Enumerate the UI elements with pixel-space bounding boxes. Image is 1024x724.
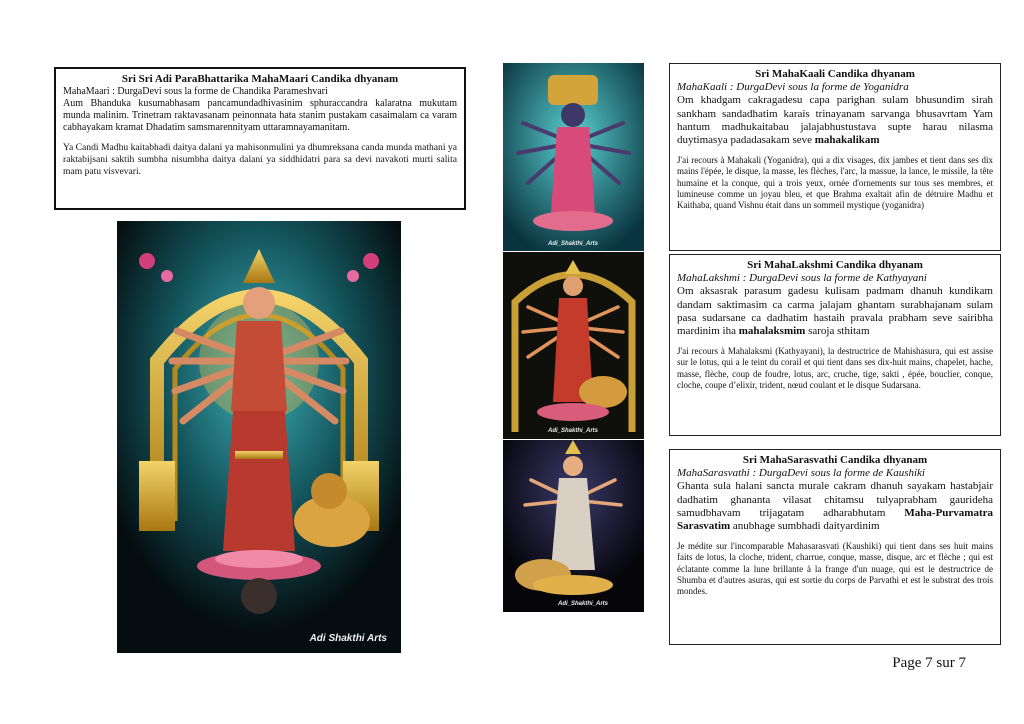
kaali-dhyanam-box — [669, 63, 1001, 251]
mahamaari-image — [117, 221, 401, 653]
sarasvathi-dhyanam-box — [669, 449, 1001, 645]
sarasvathi-subtitle: MahaSarasvathi : DurgaDevi sous la forme de Kaushiki — [677, 467, 925, 480]
maari-mantra: Aum Bhanduka kusumabhasam pancamundadhivasinim sphuraccandra kalaratna mukutam munda malinim. Trinetram raktavasanam peinonnata hata stanim pustakam casaimalam ca varam cabhayakam kramat Dhadatim samsmarennityam uttaramnayamanitam. — [63, 98, 457, 134]
maari-title: Sri Sri Adi ParaBhattarika MahaMaari Candika dhyanam — [121, 73, 399, 85]
lakshmi-subtitle: MahaLakshmi : DurgaDevi sous la forme de Kathyayani — [677, 272, 927, 285]
kaali-mantra: Om khadgam cakragadesu capa parighan sulam bhusundim sirah sankham sandadhatim karais trinayanam sarvanga bhusavrtam Yam hantum madhukaitabau jalajabhustustava supte harau nilasma duytimasya padadasakam seve mahakalikam — [677, 94, 993, 146]
mahakaali-image — [503, 63, 644, 251]
lakshmi-title: Sri MahaLakshmi Candika dhyanam — [747, 259, 923, 271]
mahalakshmi-image — [503, 252, 644, 439]
kaali-title: Sri MahaKaali Candika dhyanam — [755, 68, 915, 80]
mahalakshmi-illustration — [503, 252, 644, 439]
mahamaari-illustration — [117, 221, 401, 653]
main-watermark: Adi Shakthi Arts — [309, 633, 387, 644]
kaali-subtitle: MahaKaali : DurgaDevi sous la forme de Yoganidra — [677, 81, 909, 94]
kaali-mantra-bold: mahakalikam — [814, 133, 880, 146]
maari-dhyanam-box — [54, 67, 466, 210]
kaali-description: J'ai recours à Mahakali (Yoganidra), qui a dix visages, dix jambes et tient dans ses dix mains l'épée, le disque, la masse, les flèches, l'arc, la massue, la lance, le missile, la tête humaine et la conque, qui a trois yeux, ornée d'ornements sur tous ses membres, et lumineuse comme un joyau bleu, et que Brahma exaltait afin de détruire Madhu et Kaithaba, quand Vishnu était dans un sommeil mystique (yoganidra) — [677, 155, 993, 211]
mahasarasvathi-image — [503, 440, 644, 612]
lakshmi-watermark: Adi_Shakthi_Arts — [547, 428, 599, 434]
lakshmi-dhyanam-box — [669, 254, 1001, 436]
kaali-watermark: Adi_Shakthi_Arts — [547, 241, 599, 247]
page-number: Page 7 sur 7 — [892, 655, 966, 671]
sarasvathi-mantra: Ghanta sula halani sancta murale cakram dhanuh sayakam hastabjair dadhatim ghananta vilasat chitamsu tulyaprabham gaurideha samudbhavam trijagatam adharabhutam Maha-Purvamatra Sarasvatim anubhage sumbhadi daityardinim — [677, 480, 994, 532]
lakshmi-description: J'ai recours à Mahalaksmi (Kathyayani), la destructrice de Mahishasura, qui est assise sur le lotus, qui a le teint du corail et qui tient dans ses dix-huit mains, chapelet, hache, masse, flèche, coup de foudre, lotus, arc, cruche, tige, sakti , épée, bouclier, conque, cloche, coupe d’elixir, trident, nœud coulant et le disque Sudarsana. — [677, 346, 993, 390]
lakshmi-mantra: Om aksasrak parasum gadesu kulisam padmam dhanuh kundikam dandam saktimasim ca carma jalajam ghantam surabhajanam sulam pasa sudarsane ca dadhatim hastaih pravala prabham seve sairibha mardinim iha mahalaksmim saroja sthitam — [677, 285, 993, 337]
sarasvathi-watermark: Adi_Shakthi_Arts — [557, 601, 609, 607]
sarasvathi-description: Je médite sur l'incomparable Mahasarasvati (Kaushiki) qui tient dans ses huit mains faits de lotus, la cloche, trident, charrue, conque, masse, disque, arc et flèche ; qui est éclatante comme la lune brillante à la frange d'un nuage, qui est le destructrice de Shumba et d'autres asuras, qui est sortie du corps de Parvathi et est le substrat des trois mondes. — [677, 541, 993, 597]
maari-subtitle: MahaMaari : DurgaDevi sous la forme de Chandika Parameshvari — [63, 86, 328, 98]
sarasvathi-title: Sri MahaSarasvathi Candika dhyanam — [742, 454, 928, 466]
mahakaali-illustration — [503, 63, 644, 251]
sarasvathi-mantra-bold: Maha-Purvamatra Sarasvatim — [677, 506, 994, 532]
mahasarasvathi-illustration — [503, 440, 644, 612]
lakshmi-mantra-bold: mahalaksmim — [738, 324, 806, 337]
maari-description: Ya Candi Madhu kaitabhadi daitya dalani ya mahisonmulini ya dhumreksana canda munda mathani ya raktabijsani saktih sumbha nisumbha daitya dalani ya siddhidatri para sa devi navakoti murti salita mam patu visvevari. — [63, 142, 457, 178]
